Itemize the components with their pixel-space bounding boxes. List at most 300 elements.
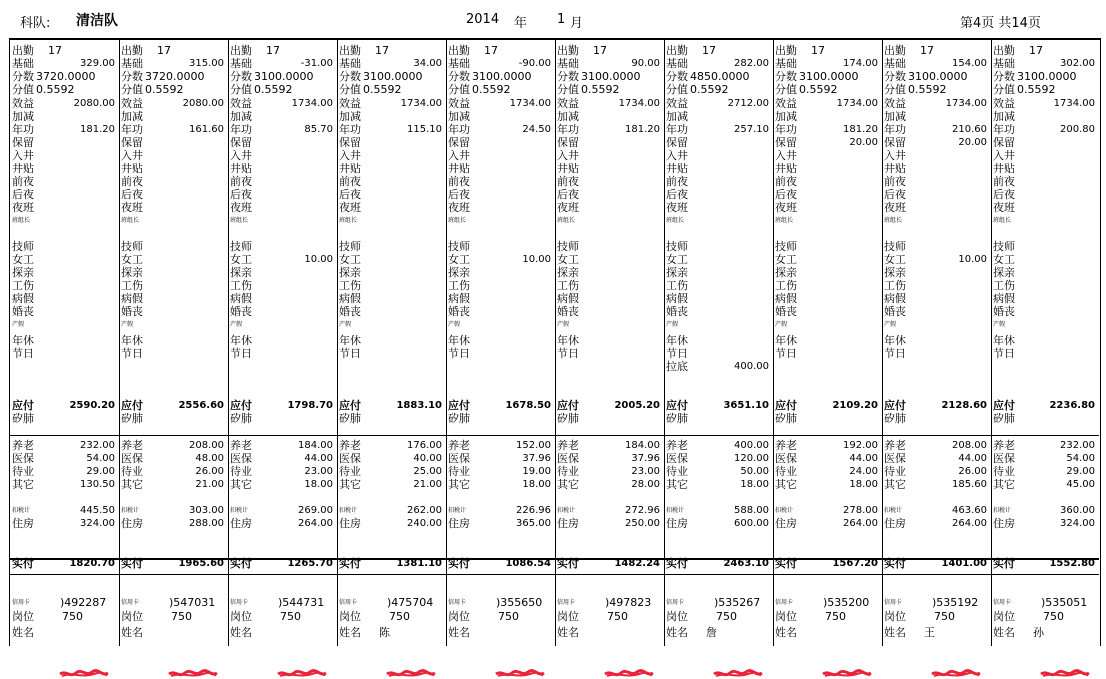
field-label: 扣税计: [230, 507, 249, 514]
field-label: 后夜: [884, 188, 906, 201]
row-well-allow: [121, 162, 224, 175]
field-value: 208.00: [952, 440, 987, 451]
field-label: 信用卡: [666, 599, 685, 606]
field-label: 医保: [884, 452, 906, 465]
row-adjust: [121, 110, 224, 123]
field-label: 探亲: [666, 266, 688, 279]
field-label: 井贴: [666, 162, 688, 175]
field-label: 姓名: [775, 626, 797, 639]
row-night-shift: [666, 201, 769, 214]
field-label: 养老: [448, 439, 470, 452]
row-medical: [339, 452, 442, 465]
row-annual-leave: [557, 334, 660, 347]
field-label: 节日: [121, 347, 143, 360]
row-unemployment: [993, 465, 1095, 478]
field-label: 加减: [666, 110, 688, 123]
field-value: 29.00: [1066, 466, 1095, 477]
row-seniority: [884, 123, 987, 136]
field-label: 前夜: [339, 175, 361, 188]
field-label: 分数: [993, 70, 1015, 83]
row-wedding-funeral: [339, 305, 442, 318]
row-pre-night: [12, 175, 115, 188]
row-tax: [230, 504, 333, 517]
row-wedding-funeral: [557, 305, 660, 318]
field-label: 信用卡: [557, 599, 576, 606]
field-value: 0.5592: [254, 83, 293, 96]
field-label: 技师: [12, 240, 34, 253]
field-label: 住房: [230, 517, 252, 530]
row-tax: [884, 504, 987, 517]
row-annual-leave: [12, 334, 115, 347]
field-label: 基础: [121, 57, 143, 70]
field-value: 3100.0000: [254, 70, 314, 83]
field-value: 2236.80: [1049, 400, 1095, 411]
row-sick: [884, 292, 987, 305]
field-label: 工伤: [230, 279, 252, 292]
field-label: 应付: [557, 399, 579, 412]
row-seniority: [993, 123, 1095, 136]
row-actual: [775, 557, 878, 570]
field-label: 扣税计: [666, 507, 685, 514]
row-unit-value: [339, 83, 442, 96]
field-label: 效益: [884, 97, 906, 110]
row-post: [448, 610, 551, 623]
row-team-leader: [230, 214, 333, 227]
row-female: [339, 253, 442, 266]
section-divider: [773, 435, 882, 436]
field-value: 750: [825, 610, 846, 623]
field-value: 152.00: [516, 440, 551, 451]
row-score: [993, 70, 1095, 83]
row-night-shift: [12, 201, 115, 214]
row-family-leave: [993, 266, 1095, 279]
field-label: 夜班: [884, 201, 906, 214]
row-base: [993, 57, 1095, 70]
field-label: 住房: [993, 517, 1015, 530]
row-team-leader: [12, 214, 115, 227]
row-unit-value: [557, 83, 660, 96]
field-label: 产假: [775, 321, 788, 328]
field-label: 年休: [121, 334, 143, 347]
field-value: 1734.00: [836, 98, 878, 109]
field-value: 360.00: [1060, 505, 1095, 516]
field-label: 分值: [993, 83, 1015, 96]
field-value: 1482.24: [614, 558, 660, 569]
row-base: [775, 57, 878, 70]
field-value: 17: [920, 44, 934, 57]
field-value: 2556.60: [178, 400, 224, 411]
row-payable: [230, 399, 333, 412]
row-housing: [339, 517, 442, 530]
field-label: 信用卡: [884, 599, 903, 606]
row-well-allow: [884, 162, 987, 175]
field-label: 其它: [339, 478, 361, 491]
row-card: [884, 596, 987, 609]
field-value: 257.10: [734, 124, 769, 135]
row-team-leader: [448, 214, 551, 227]
field-label: 产假: [557, 321, 570, 328]
field-value: 44.00: [849, 453, 878, 464]
row-other: [884, 478, 987, 491]
field-label: 姓名: [448, 626, 470, 639]
field-value: 232.00: [1060, 440, 1095, 451]
field-label: 入井: [775, 149, 797, 162]
row-attendance: [339, 44, 442, 57]
row-female: [121, 253, 224, 266]
field-label: 班组长: [230, 217, 249, 224]
field-label: 保留: [230, 136, 252, 149]
field-label: 养老: [121, 439, 143, 452]
row-name: [121, 626, 224, 639]
row-attendance: [993, 44, 1095, 57]
field-label: 加减: [775, 110, 797, 123]
field-value: 130.50: [80, 479, 115, 490]
row-actual: [121, 557, 224, 570]
row-birth: [557, 318, 660, 331]
row-unit-value: [775, 83, 878, 96]
row-well-allow: [775, 162, 878, 175]
field-label: 年功: [230, 123, 252, 136]
field-label: 工伤: [993, 279, 1015, 292]
row-unemployment: [557, 465, 660, 478]
field-label: 分数: [884, 70, 906, 83]
row-card: [230, 596, 333, 609]
row-base: [339, 57, 442, 70]
field-label: 养老: [557, 439, 579, 452]
field-label: 夜班: [993, 201, 1015, 214]
field-label: 实付: [448, 557, 470, 570]
name-redaction-scribble: [712, 669, 764, 679]
row-housing: [666, 517, 769, 530]
row-sick: [557, 292, 660, 305]
field-label: 基础: [448, 57, 470, 70]
row-post-night: [666, 188, 769, 201]
field-label: 扣税计: [339, 507, 358, 514]
field-label: 信用卡: [12, 599, 31, 606]
row-pre-night: [230, 175, 333, 188]
row-score: [666, 70, 769, 83]
field-label: 女工: [557, 253, 579, 266]
field-value: 37.96: [522, 453, 551, 464]
section-divider: [664, 574, 773, 575]
row-technician: [121, 240, 224, 253]
field-label: 扣税计: [775, 507, 794, 514]
row-team-leader: [775, 214, 878, 227]
row-tax: [666, 504, 769, 517]
field-label: 拉底: [666, 360, 688, 373]
row-pre-night: [557, 175, 660, 188]
field-label: 基础: [666, 57, 688, 70]
row-adjust: [884, 110, 987, 123]
row-seniority: [666, 123, 769, 136]
field-label: 矽肺: [775, 412, 797, 425]
field-label: 待业: [230, 465, 252, 478]
row-female: [775, 253, 878, 266]
field-label: 信用卡: [993, 599, 1012, 606]
field-value: 0.5592: [690, 83, 729, 96]
field-value: 161.60: [189, 124, 224, 135]
row-down-well: [775, 149, 878, 162]
field-label: 班组长: [557, 217, 576, 224]
row-pre-night: [993, 175, 1095, 188]
row-tax: [339, 504, 442, 517]
name-visible-part: 詹: [706, 626, 717, 639]
field-label: 工伤: [775, 279, 797, 292]
field-value: 1798.70: [287, 400, 333, 411]
field-label: 实付: [339, 557, 361, 570]
field-label: 班组长: [666, 217, 685, 224]
row-sick: [448, 292, 551, 305]
field-label: 技师: [884, 240, 906, 253]
field-label: 姓名: [12, 626, 34, 639]
field-value: 264.00: [843, 518, 878, 529]
row-actual: [339, 557, 442, 570]
field-label: 应付: [666, 399, 688, 412]
row-sick: [230, 292, 333, 305]
field-label: 保留: [666, 136, 688, 149]
row-unit-value: [666, 83, 769, 96]
row-reserve: [993, 136, 1095, 149]
row-unit-value: [884, 83, 987, 96]
field-value: 44.00: [304, 453, 333, 464]
row-post-night: [884, 188, 987, 201]
row-seniority: [339, 123, 442, 136]
field-label: 前夜: [121, 175, 143, 188]
row-other: [12, 478, 115, 491]
field-value: 750: [280, 610, 301, 623]
employee-column: [664, 40, 774, 646]
field-label: 基础: [339, 57, 361, 70]
row-tax: [775, 504, 878, 517]
row-well-allow: [339, 162, 442, 175]
row-night-shift: [993, 201, 1095, 214]
field-label: 夜班: [121, 201, 143, 214]
field-label: 住房: [121, 517, 143, 530]
field-label: 技师: [339, 240, 361, 253]
field-value: 4850.0000: [690, 70, 750, 83]
row-pre-night: [448, 175, 551, 188]
field-label: 后夜: [339, 188, 361, 201]
field-label: 医保: [775, 452, 797, 465]
field-label: 探亲: [339, 266, 361, 279]
field-label: 婚丧: [339, 305, 361, 318]
field-label: 加减: [993, 110, 1015, 123]
field-label: 住房: [448, 517, 470, 530]
field-value: 0.5592: [363, 83, 402, 96]
field-value: 324.00: [80, 518, 115, 529]
field-label: 班组长: [12, 217, 31, 224]
department-name: 清洁队: [76, 13, 118, 29]
field-value: 21.00: [413, 479, 442, 490]
field-label: 技师: [993, 240, 1015, 253]
field-value: 3100.0000: [799, 70, 859, 83]
field-label: 岗位: [448, 610, 470, 623]
field-value: 192.00: [843, 440, 878, 451]
row-birth: [230, 318, 333, 331]
field-label: 效益: [121, 97, 143, 110]
field-label: 工伤: [12, 279, 34, 292]
field-value: 240.00: [407, 518, 442, 529]
section-divider: [337, 435, 446, 436]
field-value: 463.60: [952, 505, 987, 516]
field-value: 302.00: [1060, 58, 1095, 69]
field-label: 养老: [339, 439, 361, 452]
row-technician: [339, 240, 442, 253]
row-unemployment: [121, 465, 224, 478]
row-name: [448, 626, 551, 639]
row-base: [666, 57, 769, 70]
field-label: 医保: [12, 452, 34, 465]
name-redaction-scribble: [494, 669, 546, 679]
field-value: 184.00: [298, 440, 333, 451]
field-label: 产假: [448, 321, 461, 328]
field-value: 17: [1029, 44, 1043, 57]
section-divider: [119, 435, 228, 436]
field-label: 病假: [12, 292, 34, 305]
row-birth: [775, 318, 878, 331]
field-label: 产假: [993, 321, 1006, 328]
field-label: 技师: [121, 240, 143, 253]
employee-column: [773, 40, 883, 646]
row-annual-leave: [230, 334, 333, 347]
row-family-leave: [121, 266, 224, 279]
field-label: 探亲: [775, 266, 797, 279]
row-other: [448, 478, 551, 491]
field-label: 夜班: [448, 201, 470, 214]
row-post-night: [448, 188, 551, 201]
field-label: 医保: [121, 452, 143, 465]
field-label: 医保: [230, 452, 252, 465]
field-label: 病假: [339, 292, 361, 305]
field-value: 26.00: [958, 466, 987, 477]
field-label: 年功: [448, 123, 470, 136]
field-label: 保留: [775, 136, 797, 149]
row-well-allow: [993, 162, 1095, 175]
row-post: [775, 610, 878, 623]
field-label: 矽肺: [339, 412, 361, 425]
field-value: 28.00: [631, 479, 660, 490]
field-label: 岗位: [775, 610, 797, 623]
field-label: 扣税计: [12, 507, 31, 514]
name-redaction-scribble: [603, 669, 655, 679]
field-label: 婚丧: [666, 305, 688, 318]
field-label: 其它: [121, 478, 143, 491]
field-value: -90.00: [518, 58, 551, 69]
field-value: 17: [593, 44, 607, 57]
row-female: [993, 253, 1095, 266]
field-value: 120.00: [734, 453, 769, 464]
employee-column: [228, 40, 338, 646]
field-label: 应付: [12, 399, 34, 412]
section-divider: [773, 574, 882, 575]
field-label: 待业: [121, 465, 143, 478]
field-label: 医保: [557, 452, 579, 465]
field-value: 34.00: [413, 58, 442, 69]
row-actual: [666, 557, 769, 570]
section-divider: [119, 574, 228, 575]
field-label: 年休: [884, 334, 906, 347]
row-score: [557, 70, 660, 83]
row-card: [557, 596, 660, 609]
row-post: [12, 610, 115, 623]
row-holiday: [666, 347, 769, 360]
field-value: 19.00: [522, 466, 551, 477]
field-label: 产假: [121, 321, 134, 328]
field-value: 445.50: [80, 505, 115, 516]
field-label: 矽肺: [448, 412, 470, 425]
row-benefit: [12, 97, 115, 110]
field-label: 姓名: [230, 626, 252, 639]
field-value: 264.00: [952, 518, 987, 529]
field-label: 其它: [12, 478, 34, 491]
row-well-allow: [557, 162, 660, 175]
field-value: 85.70: [304, 124, 333, 135]
field-label: 探亲: [993, 266, 1015, 279]
row-actual: [230, 557, 333, 570]
field-value: -31.00: [300, 58, 333, 69]
row-down-well: [448, 149, 551, 162]
employee-column: [446, 40, 556, 646]
row-sick: [775, 292, 878, 305]
name-redaction-scribble: [167, 669, 219, 679]
row-post-night: [230, 188, 333, 201]
field-value: 23.00: [631, 466, 660, 477]
field-label: 入井: [884, 149, 906, 162]
row-actual: [448, 557, 551, 570]
field-label: 年功: [121, 123, 143, 136]
row-pre-night: [666, 175, 769, 188]
field-label: 工伤: [884, 279, 906, 292]
field-label: 应付: [230, 399, 252, 412]
field-label: 工伤: [339, 279, 361, 292]
field-label: 后夜: [775, 188, 797, 201]
field-label: 加减: [230, 110, 252, 123]
row-sick: [12, 292, 115, 305]
field-label: 扣税计: [993, 507, 1012, 514]
field-label: 基础: [884, 57, 906, 70]
row-seniority: [448, 123, 551, 136]
field-label: 加减: [884, 110, 906, 123]
field-label: 实付: [121, 557, 143, 570]
row-unemployment: [339, 465, 442, 478]
field-label: 信用卡: [775, 599, 794, 606]
section-divider: [991, 574, 1099, 575]
row-housing: [448, 517, 551, 530]
name-redaction-scribble: [1039, 669, 1091, 679]
field-label: 夜班: [12, 201, 34, 214]
field-label: 分数: [121, 70, 143, 83]
field-label: 产假: [339, 321, 352, 328]
field-value: 17: [811, 44, 825, 57]
name-redaction-scribble: [821, 669, 873, 679]
field-label: 扣税计: [121, 507, 140, 514]
field-value: 208.00: [189, 440, 224, 451]
field-label: 后夜: [448, 188, 470, 201]
row-birth: [339, 318, 442, 331]
row-attendance: [775, 44, 878, 57]
row-team-leader: [884, 214, 987, 227]
field-label: 夜班: [557, 201, 579, 214]
row-base: [448, 57, 551, 70]
field-label: 矽肺: [666, 412, 688, 425]
row-card: [339, 596, 442, 609]
row-name: [884, 626, 987, 639]
field-label: 岗位: [666, 610, 688, 623]
row-post-night: [993, 188, 1095, 201]
field-label: 分值: [339, 83, 361, 96]
field-value: 600.00: [734, 518, 769, 529]
row-female: [884, 253, 987, 266]
